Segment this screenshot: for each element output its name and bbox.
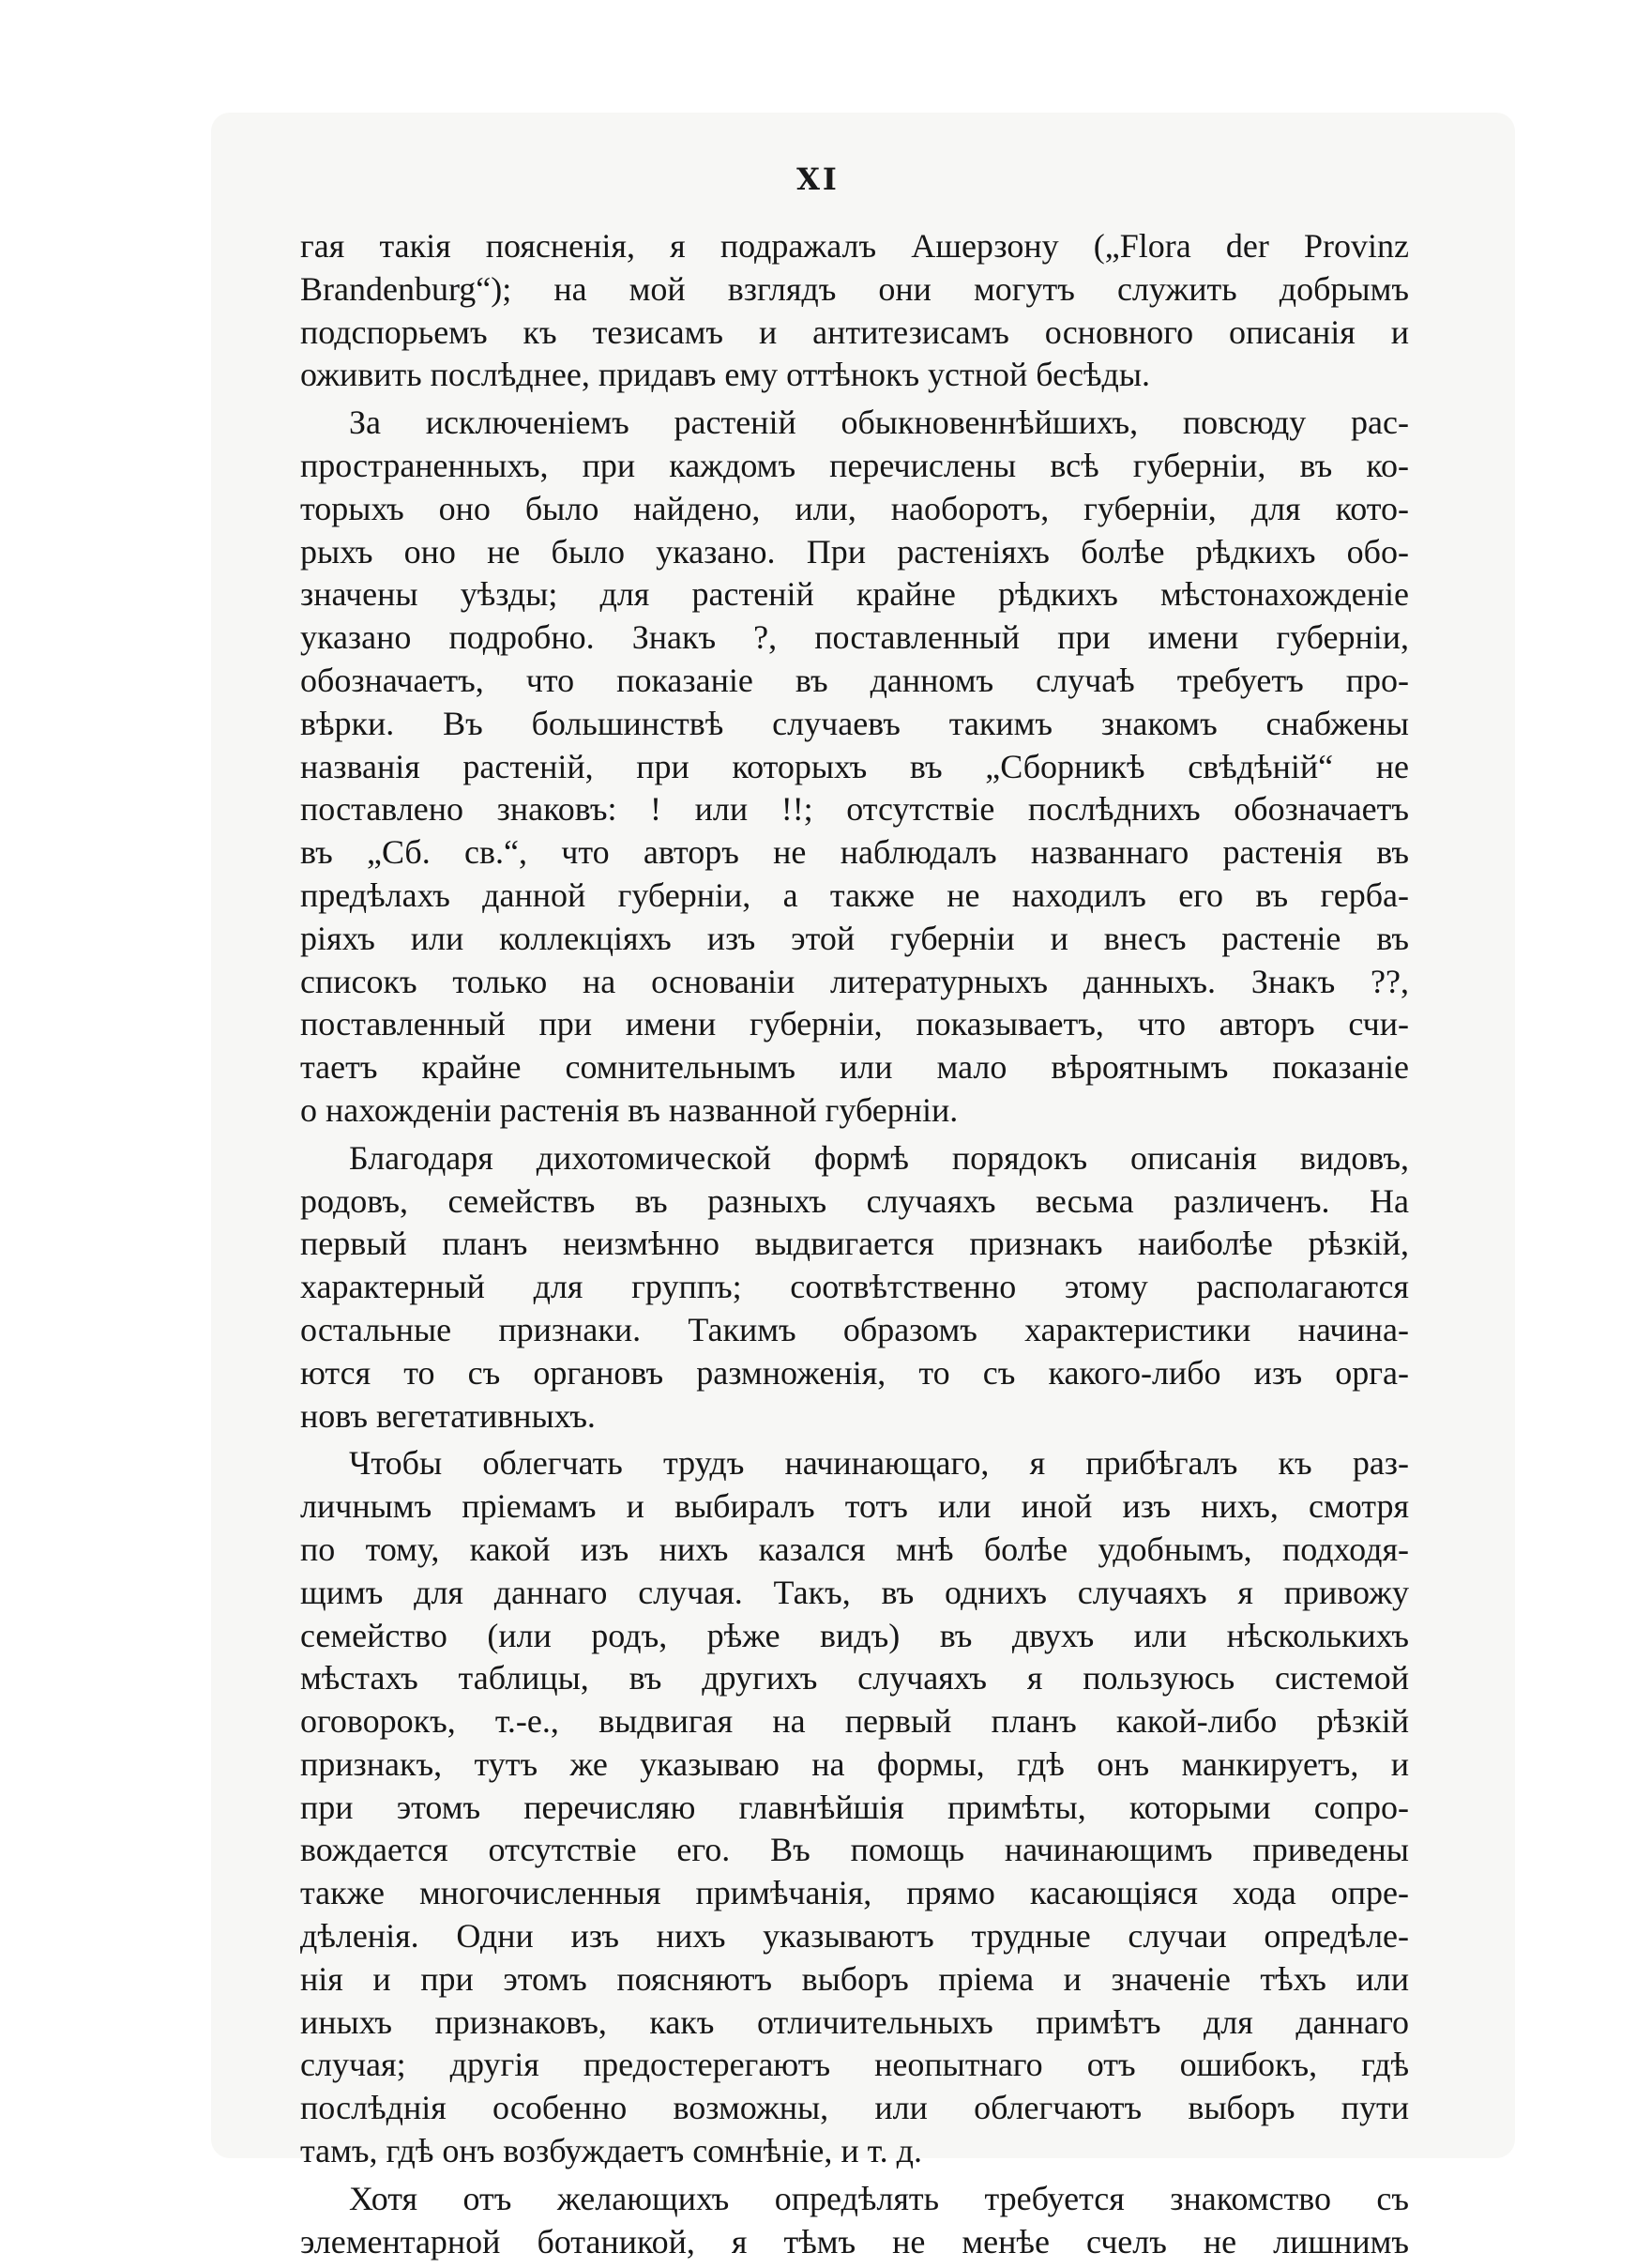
text-line: дѣленія. Одни изъ нихъ указываютъ трудные случаи опредѣле- [300, 1917, 1409, 1956]
text-line: предѣлахъ данной губерніи, а также не находилъ его въ герба- [300, 875, 1409, 914]
text-line: новъ вегетативныхъ. [300, 1396, 596, 1435]
text-line: въ „Сб. св.“, что авторъ не наблюдалъ названнаго растенія въ [300, 833, 1409, 872]
text-line: мѣстахъ таблицы, въ другихъ случаяхъ я пользуюсь системой [300, 1659, 1409, 1697]
text-line: родовъ, семействъ въ разныхъ случаяхъ весьма различенъ. На [300, 1181, 1409, 1220]
text-line: пространенныхъ, при каждомъ перечислены всѣ губерніи, въ ко- [300, 446, 1409, 484]
text-line: обозначаетъ, что показаніе въ данномъ случаѣ требуетъ про- [300, 661, 1409, 699]
text-line: признакъ, тутъ же указываю на формы, гдѣ онъ манкируетъ, и [300, 1744, 1409, 1783]
text-line: указано подробно. Знакъ ?, поставленный при имени губерніи, [300, 618, 1409, 657]
text-line: при этомъ перечисляю главнѣйшія примѣты, которыми сопро- [300, 1788, 1409, 1826]
text-line: ріяхъ или коллекціяхъ изъ этой губерніи и внесъ растеніе въ [300, 919, 1409, 957]
text-line: о нахожденіи растенія въ названной губерніи. [300, 1090, 959, 1129]
paragraph [300, 1137, 1409, 1438]
text-line: характерный для группъ; соотвѣтственно этому располагаются [300, 1268, 1409, 1306]
text-line: также многочисленныя примѣчанія, прямо касающіяся хода опре- [300, 1874, 1409, 1912]
text-line: семейство (или родъ, рѣже видъ) въ двухъ или нѣсколькихъ [300, 1616, 1409, 1654]
text-line: оговорокъ, т.-е., выдвигая на первый планъ какой-либо рѣзкій [300, 1702, 1409, 1741]
text-line: вѣрки. Въ большинствѣ случаевъ такимъ знакомъ снабжены [300, 704, 1409, 742]
body-text [300, 225, 1409, 2268]
text-line: поставлено знаковъ: ! или !!; отсутствіе послѣднихъ обозначаетъ [300, 790, 1409, 829]
text-line: остальные признаки. Такимъ образомъ характеристики начина- [300, 1310, 1409, 1348]
text-line: по тому, какой изъ нихъ казался мнѣ болѣе удобнымъ, подходя- [300, 1530, 1409, 1568]
text-line: таетъ крайне сомнительнымъ или мало вѣроятнымъ показаніе [300, 1048, 1409, 1087]
text-line: торыхъ оно было найдено, или, наоборотъ, губерніи, для кото- [300, 489, 1409, 527]
text-line: ются то съ органовъ размноженія, то съ какого-либо изъ орга- [300, 1353, 1409, 1392]
text-line: первый планъ неизмѣнно выдвигается признакъ наиболѣе рѣзкій, [300, 1225, 1409, 1263]
text-line: Хотя отъ желающихъ опредѣлять требуется знакомство съ [349, 2179, 1409, 2217]
text-line: значены уѣзды; для растеній крайне рѣдкихъ мѣстонахожденіе [300, 575, 1409, 614]
text-line: названія растеній, при которыхъ въ „Сборникѣ свѣдѣній“ не [300, 747, 1409, 785]
text-line: поставленный при имени губерніи, показываетъ, что авторъ счи- [300, 1005, 1409, 1043]
text-line: рыхъ оно не было указано. При растеніяхъ болѣе рѣдкихъ обо- [300, 532, 1409, 571]
paragraph [300, 225, 1409, 397]
text-line: нія и при этомъ поясняютъ выборъ пріема и значеніе тѣхъ или [300, 1959, 1409, 1998]
paragraph [300, 402, 1409, 1133]
paragraph [300, 1442, 1409, 2173]
text-line: гая такія поясненія, я подражалъ Ашерзону („Flora der Provinz [300, 227, 1409, 265]
text-line: тамъ, гдѣ онъ возбуждаетъ сомнѣніе, и т. д. [300, 2132, 922, 2170]
text-line: личнымъ пріемамъ и выбиралъ тотъ или иной изъ нихъ, смотря [300, 1487, 1409, 1526]
text-line: случая; другія предостерегаютъ неопытнаго отъ ошибокъ, гдѣ [300, 2046, 1409, 2084]
text-line: вождается отсутствіе его. Въ помощь начинающимъ приведены [300, 1831, 1409, 1869]
page-number: XI [796, 161, 840, 197]
text-line: оживить послѣднее, придавъ ему оттѣнокъ устной бесѣды. [300, 356, 1151, 394]
paragraph [300, 2178, 1409, 2264]
text-line: За исключеніемъ растеній обыкновеннѣйшихъ, повсюду рас- [349, 403, 1409, 442]
text-line: списокъ только на основаніи литературныхъ данныхъ. Знакъ ??, [300, 962, 1409, 1000]
text-line: послѣднія особенно возможны, или облегчаютъ выборъ пути [300, 2089, 1409, 2127]
text-line: щимъ для даннаго случая. Такъ, въ однихъ случаяхъ я привожу [300, 1573, 1409, 1611]
text-line: Благодаря дихотомической формѣ порядокъ описанія видовъ, [349, 1138, 1409, 1177]
text-line: иныхъ признаковъ, какъ отличительныхъ примѣтъ для даннаго [300, 2002, 1409, 2041]
text-line: элементарной ботаникой, я тѣмъ не менѣе счелъ не лишнимъ [300, 2222, 1409, 2260]
text-line: Чтобы облегчать трудъ начинающаго, я прибѣгалъ къ раз- [349, 1444, 1409, 1483]
text-line: Brandenburg“); на мой взглядъ они могутъ служить добрымъ [300, 269, 1409, 308]
text-line: подспорьемъ къ тезисамъ и антитезисамъ основного описанія и [300, 312, 1409, 351]
